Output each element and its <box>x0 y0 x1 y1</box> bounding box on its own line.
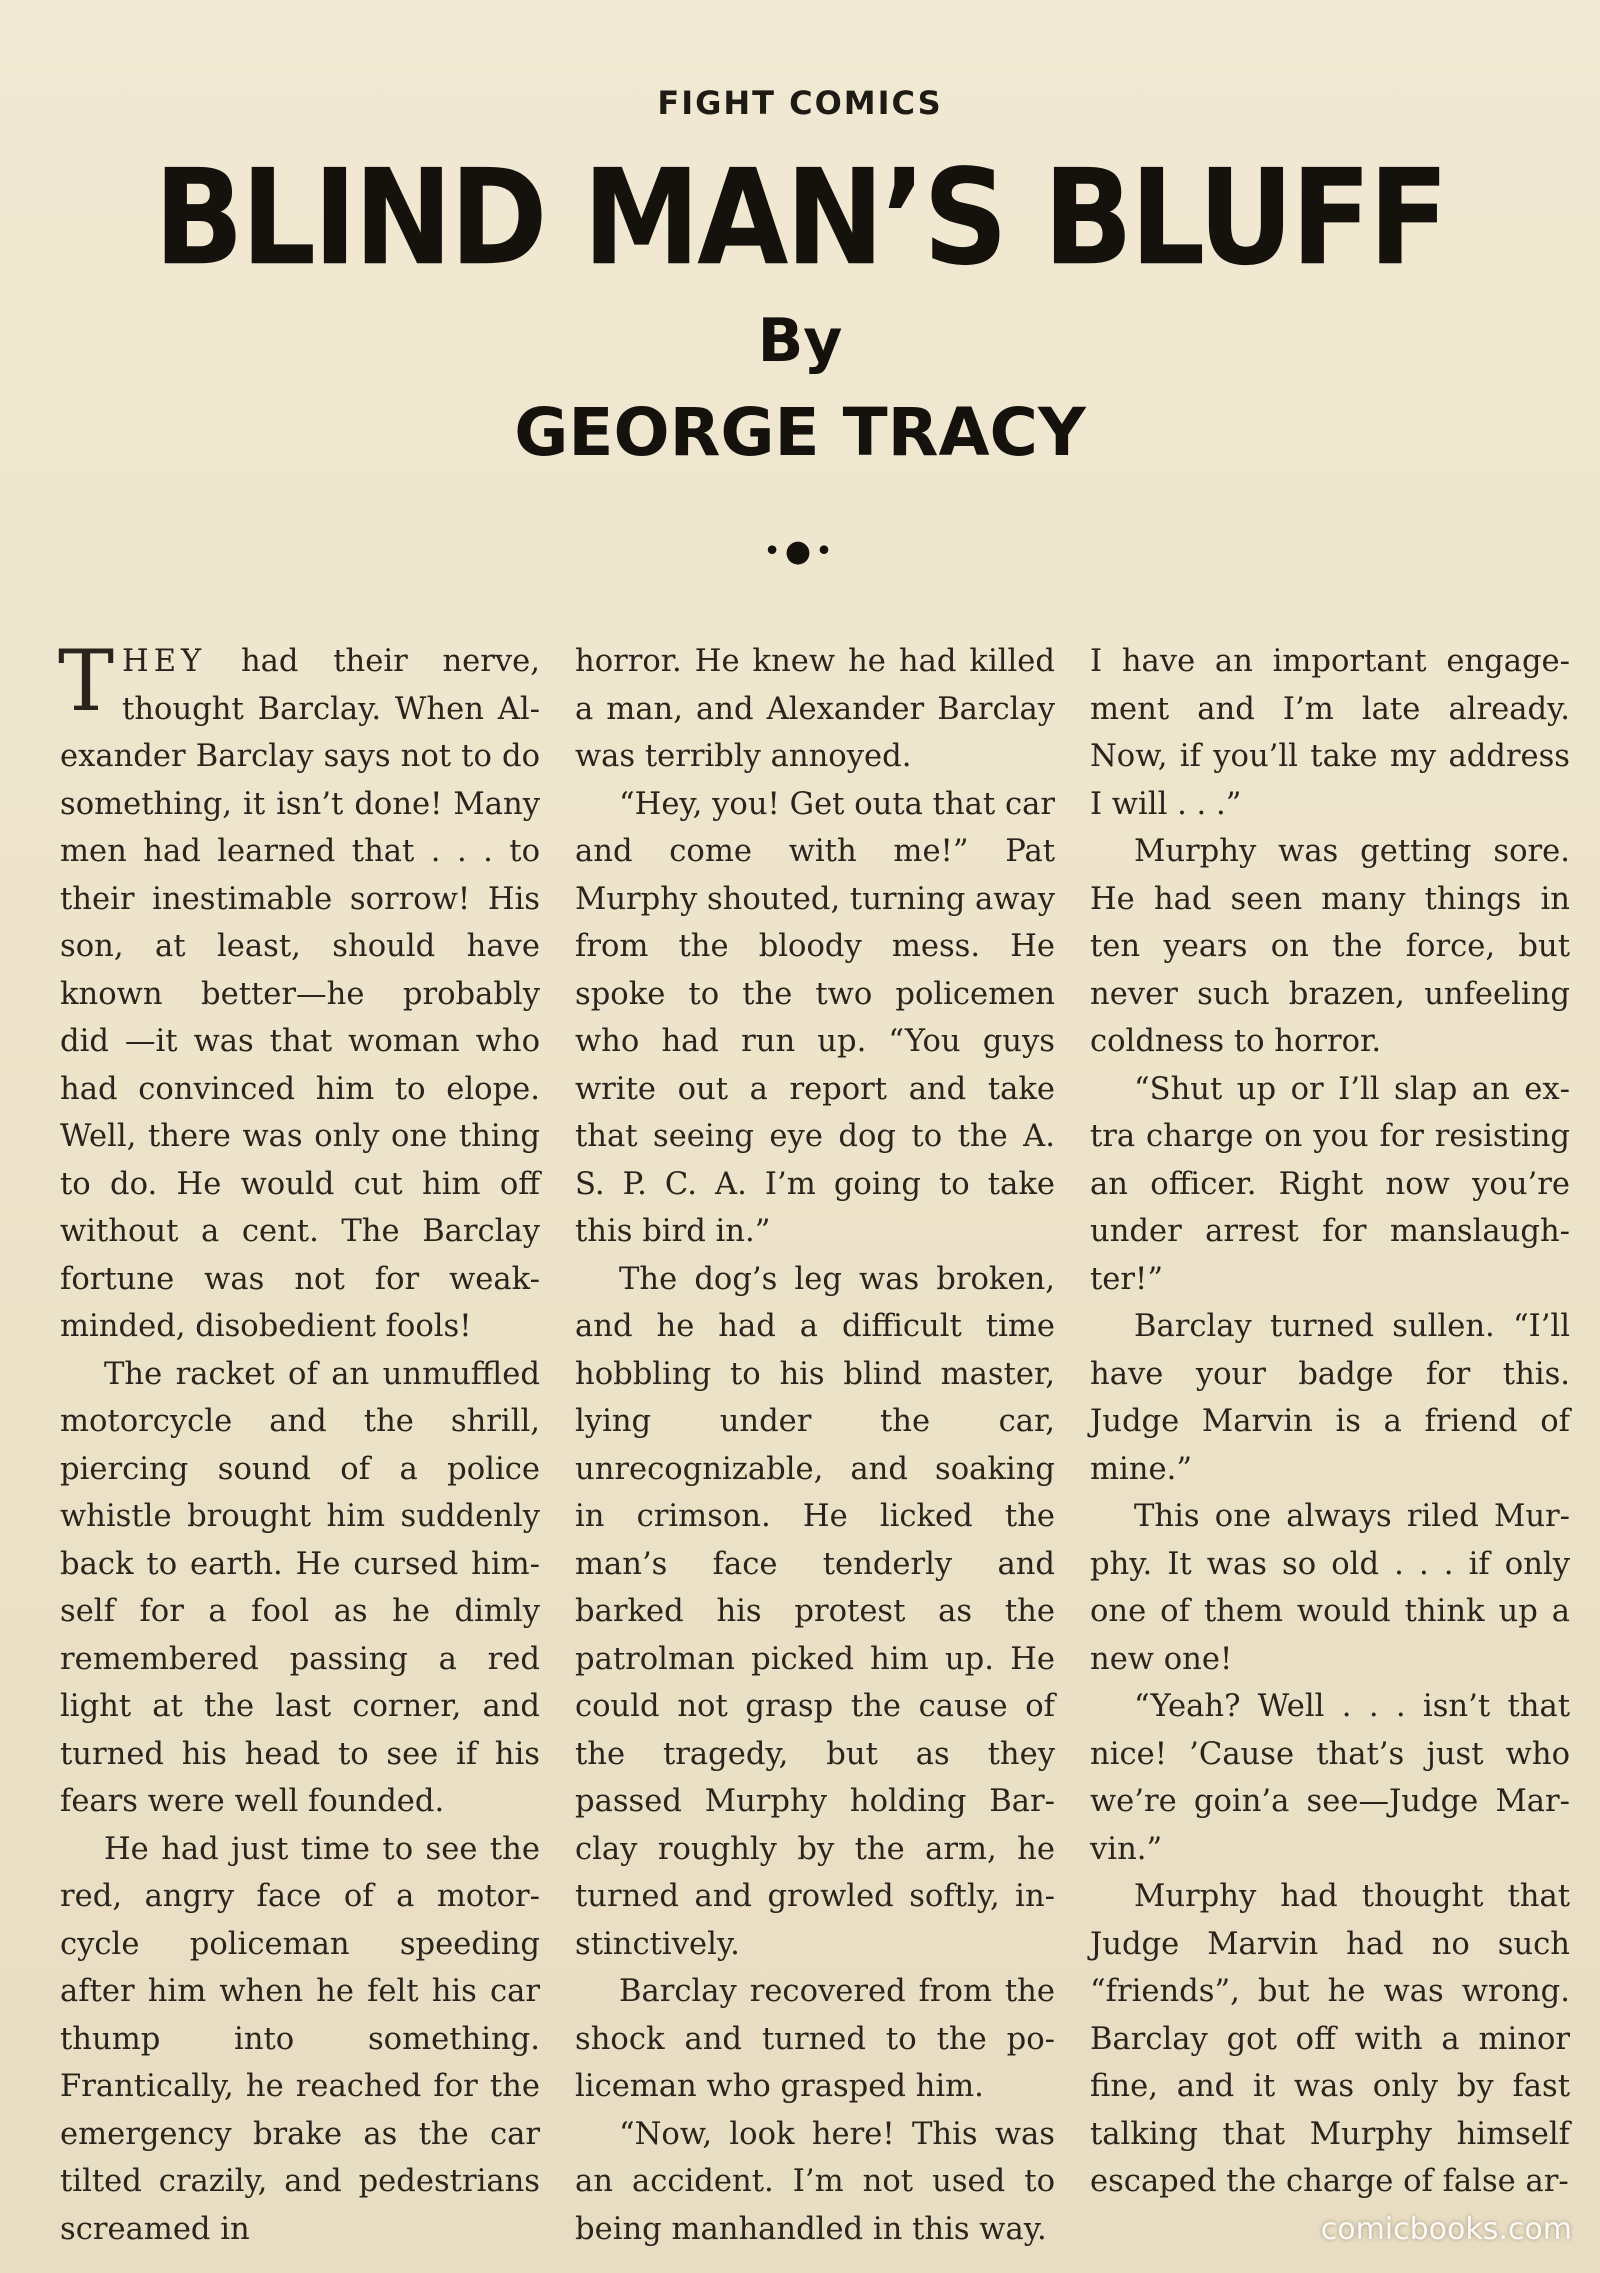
paragraph: Murphy was getting sore. He had seen many things in ten years on the force, but never such brazen, unfeeling coldness to horror. <box>1090 834 1570 1059</box>
magazine-name: FIGHT COMICS <box>657 84 943 122</box>
paragraph: He had just time to see the red, angry face of a motorcycle policeman speeding after him when he felt his car thump into something. Frantically, he reached for the emergency brake as the car tilted crazily, and pedestrians screamed in <box>60 1831 540 2247</box>
paragraph: “Hey, you! Get outa that car and come with me!” Pat Murphy shouted, turning away from the bloody mess. He spoke to the two policemen who had run up. “You guys write out a report and take that seeing eye dog to the A. S. P. C. A. I’m going to take this bird in.” <box>575 786 1055 1249</box>
column-3 <box>1090 638 1570 2198</box>
paragraph: The racket of an unmuffled motorcycle and the shrill, piercing sound of a police whistle brought him suddenly back to earth. He cursed himself for a fool as he dimly remembered passing a red light at the last corner, and turned his head to see if his fears were well founded. <box>60 1356 540 1819</box>
drop-cap: T <box>58 632 115 730</box>
small-caps-opening: HEY <box>122 644 207 679</box>
paragraph: “Shut up or I’ll slap an extra charge on you for resisting an officer. Right now you’re under arrest for manslaughter!” <box>1090 1071 1570 1297</box>
paragraph: I have an important engagement and I’m late already. Now, if you’ll take my address I will . . .” <box>1090 644 1570 822</box>
story-title: BLIND MAN’S BLUFF <box>153 140 1447 295</box>
paragraph: The dog’s leg was broken, and he had a difficult time hobbling to his blind master, lying under the car, unrecognizable, and soaking in crimson. He licked the man’s face tenderly and barked his protest as the patrolman picked him up. He could not grasp the cause of the tragedy, but as they passed Murphy holding Barclay roughly by the arm, he turned and growled softly, instinctively. <box>575 1261 1055 1962</box>
paragraph: Murphy had thought that Judge Marvin had no such “friends”, but he was wrong. Barclay got off with a minor fine, and it was only by fast talking that Murphy himself escaped the charge of false ar- <box>1090 1879 1570 2199</box>
watermark: comicbooks.com <box>1320 2212 1572 2247</box>
paragraph: “Yeah? Well . . . isn’t that nice! ’Cause that’s just who we’re goin’a see—Judge Marvin.” <box>1090 1689 1570 1867</box>
byline-by: By <box>757 306 843 376</box>
paragraph: Barclay turned sullen. “I’ll have your badge for this. Judge Marvin is a friend of mine.” <box>1090 1309 1570 1487</box>
author-name: GEORGE TRACY <box>514 394 1086 471</box>
paragraph: “Now, look here! This was an accident. I’m not used to being manhandled in this way. <box>575 2116 1055 2247</box>
column-1 <box>58 632 540 2247</box>
column-2 <box>575 638 1055 2247</box>
paragraph: This one always riled Murphy. It was so old . . . if only one of them would think up a new one! <box>1090 1499 1570 1677</box>
paragraph: Barclay recovered from the shock and turned to the policeman who grasped him. <box>575 1974 1055 2104</box>
paragraph <box>58 632 540 1351</box>
ornament-divider: •●• <box>763 534 837 569</box>
paragraph: horror. He knew he had killed a man, and Alexander Barclay was terribly annoyed. <box>575 644 1055 774</box>
paragraph-text: had their nerve, thought Barclay. When Alexander Barclay says not to do something, it isn’t done! Many men had learned that . . . to their inestimable sorrow! His son, at least, should have known better—he probably did —it was that woman who had convinced him to elope. Well, there was only one thing to do. He would cut him off without a cent. The Barclay fortune was not for weak-minded, disobedient fools! <box>60 644 540 1344</box>
